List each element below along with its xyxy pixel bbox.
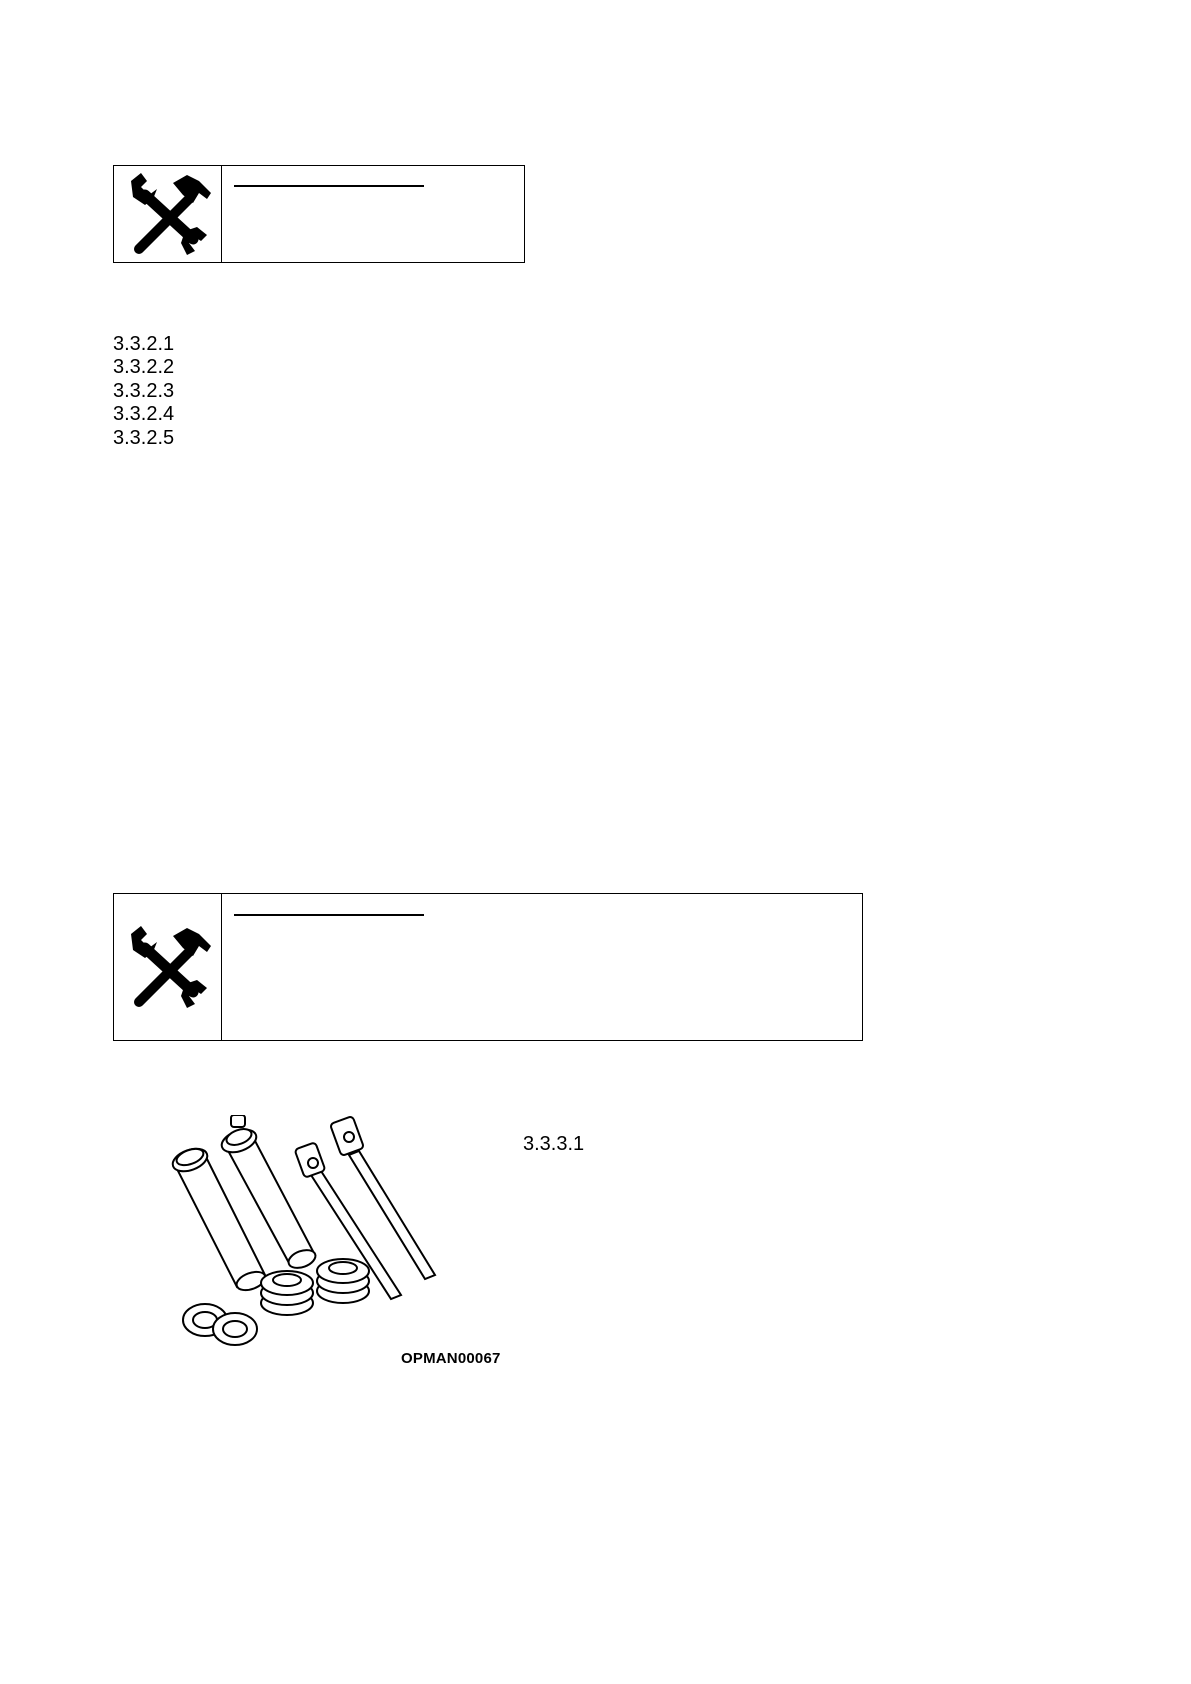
tools-icon-cell [114, 894, 222, 1040]
step-list-3-3-2 [113, 333, 174, 450]
figure-caption: OPMAN00067 [401, 1350, 501, 1367]
step-number: 3.3.2.5 [113, 426, 175, 449]
tools-icon-cell [114, 166, 222, 262]
tools-notice-box-1 [113, 165, 525, 263]
step-number: 3.3.2.2 [113, 356, 175, 379]
sampling-tube-parts-illustration [165, 1115, 505, 1375]
tools-notice-box-2 [113, 893, 863, 1041]
hammer-and-wrench-icon [123, 169, 213, 259]
tools-notice-text-cell [222, 894, 862, 1040]
step-number: 3.3.2.1 [113, 333, 175, 355]
heading-underline [234, 914, 424, 916]
heading-underline [234, 185, 424, 187]
hammer-and-wrench-icon [123, 922, 213, 1012]
step-number: 3.3.2.4 [113, 403, 175, 426]
step-number: 3.3.2.3 [113, 379, 175, 402]
tools-notice-text-cell [222, 166, 524, 262]
step-number: 3.3.3.1 [523, 1133, 585, 1155]
